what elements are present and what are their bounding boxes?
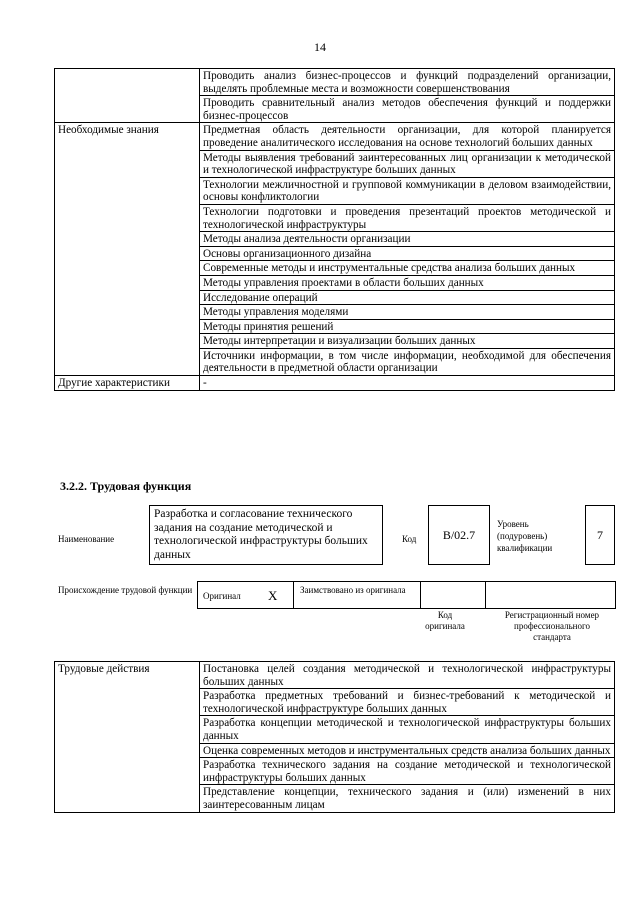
- code-label: Код: [402, 534, 417, 544]
- table-cell: Методы управления моделями: [200, 305, 615, 320]
- caption-line: стандарта: [533, 632, 571, 642]
- table-cell: Представление концепции, технического задания и (или) изменений в них заинтересованным лицам: [200, 785, 615, 812]
- origin-row: [197, 581, 616, 609]
- caption-line: Код: [437, 610, 453, 620]
- table-cell: Современные методы и инструментальные средства анализа больших данных: [200, 261, 615, 276]
- requirements-table: [54, 68, 615, 391]
- table-cell: Постановка целей создания методической и технологической инфраструктуры больших данных: [200, 662, 615, 689]
- row-category-label: Необходимые знания: [55, 123, 200, 376]
- table-row: [55, 123, 615, 150]
- name-label: Наименование: [58, 534, 115, 544]
- caption-line: оригинала: [425, 621, 465, 631]
- table-cell: Разработка предметных требований и бизнес-требований к методической и технологической инфраструктуре больших данных: [200, 689, 615, 716]
- table-cell: Проводить сравнительный анализ методов обеспечения функций и поддержки бизнес-процессов: [200, 96, 615, 123]
- table-cell: Проводить анализ бизнес-процессов и функций подразделений организации, выделять проблемные места и возможности совершенствования: [200, 69, 615, 96]
- divider: [420, 582, 421, 608]
- level-label-line: квалификации: [497, 543, 553, 553]
- table-row: [55, 376, 615, 391]
- labor-actions-table: [54, 661, 615, 813]
- table-cell: Источники информации, в том числе информации, необходимой для обеспечения деятельности в предметной области организации: [200, 348, 615, 375]
- function-code-field: В/02.7: [428, 505, 490, 565]
- registration-number-caption: [488, 610, 616, 643]
- table-row: [55, 662, 615, 689]
- table-cell: Оценка современных методов и инструментальных средств анализа больших данных: [200, 743, 615, 758]
- table-cell: -: [200, 376, 615, 391]
- original-label: Оригинал: [203, 591, 241, 601]
- table-cell: Исследование операций: [200, 290, 615, 305]
- table-cell: Методы выявления требований заинтересованных лиц организации к методической и технологической инфраструктуре больших данных: [200, 150, 615, 177]
- table-cell: Технологии подготовки и проведения презентаций проектов методической и технологической инфраструктуры: [200, 204, 615, 231]
- table-cell: Методы интерпретации и визуализации больших данных: [200, 334, 615, 349]
- table-cell: Основы организационного дизайна: [200, 246, 615, 261]
- function-name-field: Разработка и согласование технического задания на создание методической и технологической инфраструктуры больших данных: [149, 505, 383, 565]
- qualification-level-label: [497, 518, 552, 554]
- table-cell: Разработка технического задания на создание методической и технологической инфраструктуры больших данных: [200, 758, 615, 785]
- row-category-label: Другие характеристики: [55, 376, 200, 391]
- table-cell: Технологии межличностной и групповой коммуникации в деловом взаимодействии, основы конфликтологии: [200, 177, 615, 204]
- table-row: [55, 69, 615, 96]
- origin-label: Происхождение трудовой функции: [58, 585, 193, 595]
- caption-line: Регистрационный номер: [504, 610, 600, 620]
- table-cell: Разработка концепции методической и технологической инфраструктуры больших данных: [200, 716, 615, 743]
- row-category-label: Трудовые действия: [55, 662, 200, 813]
- page-number: 14: [314, 40, 326, 54]
- row-category-label: [55, 69, 200, 123]
- table-cell: Методы управления проектами в области больших данных: [200, 275, 615, 290]
- qualification-level-field: 7: [585, 505, 615, 565]
- table-cell: Предметная область деятельности организации, для которой планируется проведение аналитического исследования на основе технологий больших данных: [200, 123, 615, 150]
- caption-line: профессионального: [514, 621, 590, 631]
- original-code-caption: [405, 610, 485, 632]
- level-label-line: Уровень: [497, 519, 529, 529]
- divider: [293, 582, 294, 608]
- original-checkmark: X: [268, 588, 278, 603]
- borrowed-label: Заимствовано из оригинала: [300, 585, 406, 595]
- divider: [485, 582, 486, 608]
- level-label-line: (подуровень): [497, 531, 548, 541]
- table-cell: Методы анализа деятельности организации: [200, 232, 615, 247]
- section-heading: 3.2.2. Трудовая функция: [60, 479, 192, 493]
- table-cell: Методы принятия решений: [200, 319, 615, 334]
